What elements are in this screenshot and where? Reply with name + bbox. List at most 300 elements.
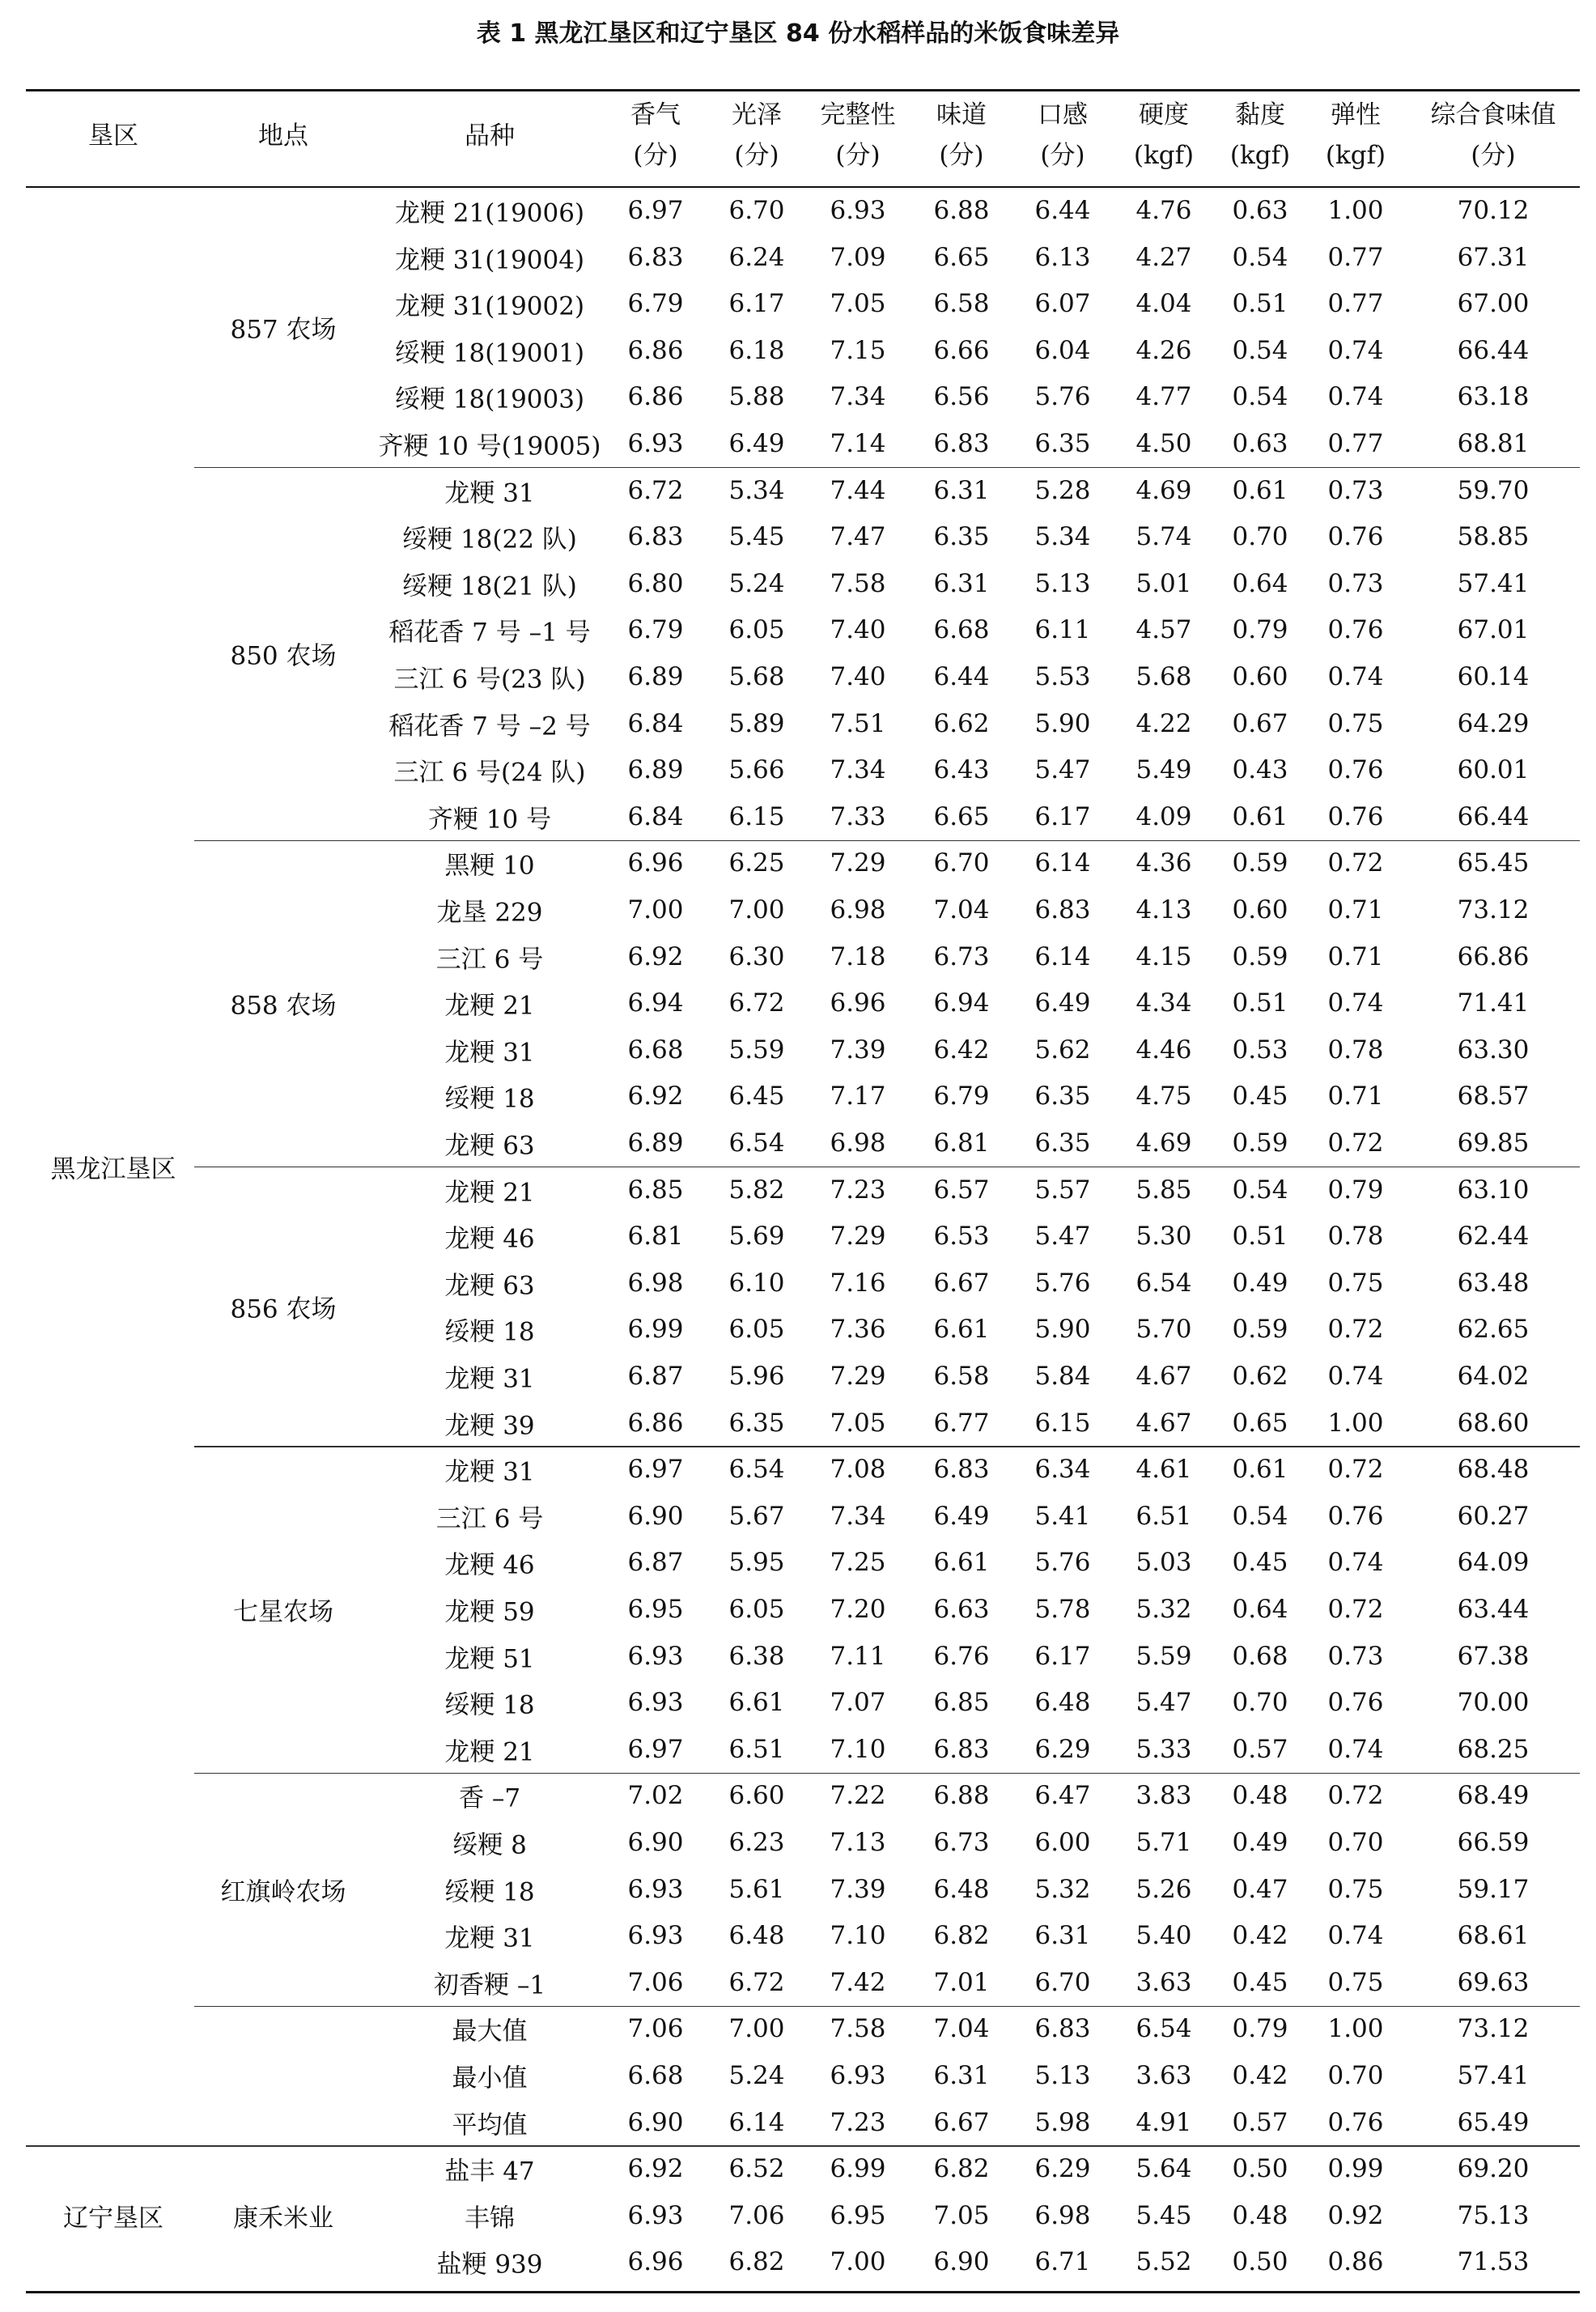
value-cell: 3.83 xyxy=(1135,1781,1192,1811)
value-cell: 4.13 xyxy=(1135,895,1192,924)
value-cell: 0.45 xyxy=(1232,1967,1288,1997)
column-header: 垦区 xyxy=(88,121,138,151)
location-label: 红旗岭农场 xyxy=(220,1877,346,1907)
value-cell: 6.44 xyxy=(933,662,990,691)
value-cell: 5.34 xyxy=(1034,522,1091,552)
value-cell: 6.48 xyxy=(1034,1688,1091,1718)
value-cell: 7.40 xyxy=(830,662,886,691)
value-cell: 0.54 xyxy=(1232,382,1288,412)
variety-cell: 龙粳 59 xyxy=(444,1597,535,1627)
value-cell: 6.93 xyxy=(830,2061,886,2090)
value-cell: 67.00 xyxy=(1457,289,1530,319)
value-cell: 5.24 xyxy=(728,2061,785,2090)
value-cell: 0.73 xyxy=(1327,568,1384,598)
value-cell: 5.41 xyxy=(1034,1501,1091,1531)
value-cell: 6.86 xyxy=(627,1408,684,1438)
value-cell: 6.23 xyxy=(728,1828,785,1857)
value-cell: 65.49 xyxy=(1457,2107,1530,2137)
value-cell: 5.82 xyxy=(728,1175,785,1205)
value-cell: 6.35 xyxy=(1034,1082,1091,1111)
column-header: 完整性 xyxy=(820,100,896,130)
value-cell: 0.70 xyxy=(1232,522,1288,552)
value-cell: 0.76 xyxy=(1327,615,1384,645)
variety-cell: 龙粳 31 xyxy=(444,1923,535,1953)
value-cell: 6.71 xyxy=(1034,2247,1091,2277)
value-cell: 0.60 xyxy=(1232,895,1288,924)
value-cell: 70.12 xyxy=(1457,196,1530,225)
value-cell: 6.98 xyxy=(627,1268,684,1298)
value-cell: 60.01 xyxy=(1457,755,1530,785)
value-cell: 0.74 xyxy=(1327,382,1384,412)
column-header-unit: (分) xyxy=(633,141,678,170)
value-cell: 6.58 xyxy=(933,289,990,319)
value-cell: 6.35 xyxy=(1034,1128,1091,1158)
value-cell: 6.65 xyxy=(933,801,990,831)
location-label: 七星农场 xyxy=(233,1597,333,1627)
value-cell: 6.87 xyxy=(627,1548,684,1578)
value-cell: 0.42 xyxy=(1232,1921,1288,1951)
value-cell: 6.86 xyxy=(627,335,684,365)
value-cell: 66.44 xyxy=(1457,335,1530,365)
value-cell: 0.59 xyxy=(1232,848,1288,878)
value-cell: 7.34 xyxy=(830,382,886,412)
value-cell: 62.65 xyxy=(1457,1315,1530,1345)
value-cell: 6.17 xyxy=(728,289,785,319)
column-header-unit: (kgf) xyxy=(1133,141,1195,170)
value-cell: 6.70 xyxy=(1034,1967,1091,1997)
column-header-unit: (分) xyxy=(1040,141,1085,170)
value-cell: 0.71 xyxy=(1327,895,1384,924)
value-cell: 7.34 xyxy=(830,1501,886,1531)
value-cell: 7.18 xyxy=(830,941,886,971)
value-cell: 4.22 xyxy=(1135,708,1192,738)
column-header-unit: (kgf) xyxy=(1229,141,1291,170)
variety-cell: 龙粳 31 xyxy=(444,1364,535,1394)
variety-cell: 绥粳 18 xyxy=(444,1690,535,1720)
variety-cell: 丰锦 xyxy=(465,2204,515,2233)
value-cell: 6.17 xyxy=(1034,1641,1091,1671)
variety-cell: 绥粳 18 xyxy=(444,1084,535,1114)
value-cell: 6.24 xyxy=(728,242,785,272)
value-cell: 5.96 xyxy=(728,1362,785,1391)
value-cell: 7.10 xyxy=(830,1734,886,1764)
value-cell: 0.51 xyxy=(1232,1222,1288,1252)
value-cell: 6.96 xyxy=(830,988,886,1018)
value-cell: 7.39 xyxy=(830,1874,886,1904)
value-cell: 73.12 xyxy=(1457,2014,1530,2044)
variety-cell: 龙粳 21 xyxy=(444,1178,535,1208)
value-cell: 6.42 xyxy=(933,1035,990,1065)
value-cell: 6.82 xyxy=(933,2154,990,2184)
value-cell: 6.18 xyxy=(728,335,785,365)
column-header: 硬度 xyxy=(1139,100,1189,130)
value-cell: 7.05 xyxy=(830,289,886,319)
value-cell: 7.51 xyxy=(830,708,886,738)
value-cell: 0.63 xyxy=(1232,196,1288,225)
value-cell: 6.68 xyxy=(933,615,990,645)
value-cell: 5.34 xyxy=(728,475,785,505)
value-cell: 5.52 xyxy=(1135,2247,1192,2277)
value-cell: 6.73 xyxy=(933,1828,990,1857)
group-separator xyxy=(194,840,1580,842)
value-cell: 0.64 xyxy=(1232,1595,1288,1624)
value-cell: 0.48 xyxy=(1232,1781,1288,1811)
value-cell: 0.77 xyxy=(1327,242,1384,272)
value-cell: 5.84 xyxy=(1034,1362,1091,1391)
value-cell: 6.90 xyxy=(627,1501,684,1531)
value-cell: 5.67 xyxy=(728,1501,785,1531)
value-cell: 5.47 xyxy=(1034,1222,1091,1252)
value-cell: 7.44 xyxy=(830,475,886,505)
value-cell: 6.97 xyxy=(627,1455,684,1485)
value-cell: 6.43 xyxy=(933,755,990,785)
variety-cell: 绥粳 18 xyxy=(444,1877,535,1907)
value-cell: 70.00 xyxy=(1457,1688,1530,1718)
value-cell: 6.93 xyxy=(830,196,886,225)
value-cell: 5.40 xyxy=(1135,1921,1192,1951)
value-cell: 6.67 xyxy=(933,1268,990,1298)
value-cell: 0.45 xyxy=(1232,1082,1288,1111)
value-cell: 6.60 xyxy=(728,1781,785,1811)
value-cell: 6.87 xyxy=(627,1362,684,1391)
value-cell: 59.17 xyxy=(1457,1874,1530,1904)
value-cell: 4.69 xyxy=(1135,475,1192,505)
value-cell: 6.99 xyxy=(627,1315,684,1345)
value-cell: 6.82 xyxy=(728,2247,785,2277)
value-cell: 6.34 xyxy=(1034,1455,1091,1485)
location-label: 856 农场 xyxy=(230,1294,337,1324)
value-cell: 6.82 xyxy=(933,1921,990,1951)
value-cell: 5.69 xyxy=(728,1222,785,1252)
value-cell: 59.70 xyxy=(1457,475,1530,505)
value-cell: 6.86 xyxy=(627,382,684,412)
value-cell: 7.33 xyxy=(830,801,886,831)
value-cell: 6.95 xyxy=(830,2200,886,2230)
value-cell: 5.85 xyxy=(1135,1175,1192,1205)
value-cell: 6.00 xyxy=(1034,1828,1091,1857)
value-cell: 69.63 xyxy=(1457,1967,1530,1997)
value-cell: 63.48 xyxy=(1457,1268,1530,1298)
column-header: 综合食味值 xyxy=(1430,100,1556,130)
value-cell: 7.00 xyxy=(728,2014,785,2044)
value-cell: 0.61 xyxy=(1232,1455,1288,1485)
value-cell: 63.30 xyxy=(1457,1035,1530,1065)
value-cell: 5.95 xyxy=(728,1548,785,1578)
value-cell: 7.23 xyxy=(830,1175,886,1205)
value-cell: 69.85 xyxy=(1457,1128,1530,1158)
value-cell: 57.41 xyxy=(1457,2061,1530,2090)
value-cell: 6.99 xyxy=(830,2154,886,2184)
value-cell: 69.20 xyxy=(1457,2154,1530,2184)
value-cell: 71.53 xyxy=(1457,2247,1530,2277)
value-cell: 0.74 xyxy=(1327,335,1384,365)
variety-cell: 稻花香 7 号 –2 号 xyxy=(388,712,591,742)
value-cell: 4.76 xyxy=(1135,196,1192,225)
value-cell: 0.72 xyxy=(1327,1595,1384,1624)
header-rule xyxy=(26,186,1580,188)
value-cell: 0.74 xyxy=(1327,1548,1384,1578)
variety-cell: 最小值 xyxy=(452,2063,528,2093)
value-cell: 6.57 xyxy=(933,1175,990,1205)
value-cell: 4.34 xyxy=(1135,988,1192,1018)
value-cell: 0.53 xyxy=(1232,1035,1288,1065)
value-cell: 6.79 xyxy=(933,1082,990,1111)
value-cell: 7.29 xyxy=(830,1222,886,1252)
value-cell: 0.61 xyxy=(1232,475,1288,505)
value-cell: 0.74 xyxy=(1327,988,1384,1018)
variety-cell: 黑粳 10 xyxy=(444,851,535,881)
value-cell: 7.00 xyxy=(627,895,684,924)
variety-cell: 龙粳 39 xyxy=(444,1411,535,1441)
location-label: 858 农场 xyxy=(230,991,337,1021)
value-cell: 7.36 xyxy=(830,1315,886,1345)
value-cell: 0.57 xyxy=(1232,2107,1288,2137)
value-cell: 7.08 xyxy=(830,1455,886,1485)
value-cell: 6.29 xyxy=(1034,1734,1091,1764)
value-cell: 6.25 xyxy=(728,848,785,878)
value-cell: 7.04 xyxy=(933,2014,990,2044)
variety-cell: 龙粳 21 xyxy=(444,991,535,1021)
value-cell: 57.41 xyxy=(1457,568,1530,598)
value-cell: 0.76 xyxy=(1327,755,1384,785)
value-cell: 5.57 xyxy=(1034,1175,1091,1205)
column-header: 品种 xyxy=(465,121,515,151)
value-cell: 6.72 xyxy=(627,475,684,505)
variety-cell: 龙粳 46 xyxy=(444,1224,535,1254)
value-cell: 66.86 xyxy=(1457,941,1530,971)
value-cell: 5.03 xyxy=(1135,1548,1192,1578)
value-cell: 60.27 xyxy=(1457,1501,1530,1531)
value-cell: 6.92 xyxy=(627,1082,684,1111)
value-cell: 0.50 xyxy=(1232,2154,1288,2184)
value-cell: 0.51 xyxy=(1232,289,1288,319)
value-cell: 0.75 xyxy=(1327,1268,1384,1298)
value-cell: 7.02 xyxy=(627,1781,684,1811)
value-cell: 6.54 xyxy=(728,1455,785,1485)
group-separator xyxy=(194,1167,1580,1168)
value-cell: 0.74 xyxy=(1327,1362,1384,1391)
value-cell: 68.60 xyxy=(1457,1408,1530,1438)
value-cell: 5.45 xyxy=(728,522,785,552)
value-cell: 75.13 xyxy=(1457,2200,1530,2230)
value-cell: 6.68 xyxy=(627,1035,684,1065)
value-cell: 0.71 xyxy=(1327,941,1384,971)
value-cell: 0.77 xyxy=(1327,289,1384,319)
value-cell: 6.94 xyxy=(627,988,684,1018)
value-cell: 6.68 xyxy=(627,2061,684,2090)
value-cell: 0.79 xyxy=(1232,615,1288,645)
value-cell: 6.89 xyxy=(627,755,684,785)
value-cell: 0.62 xyxy=(1232,1362,1288,1391)
value-cell: 5.13 xyxy=(1034,2061,1091,2090)
value-cell: 6.31 xyxy=(1034,1921,1091,1951)
value-cell: 6.94 xyxy=(933,988,990,1018)
location-label: 康禾米业 xyxy=(233,2204,333,2233)
value-cell: 6.96 xyxy=(627,848,684,878)
value-cell: 6.61 xyxy=(933,1548,990,1578)
value-cell: 7.06 xyxy=(728,2200,785,2230)
value-cell: 5.32 xyxy=(1034,1874,1091,1904)
table-title: 表 1 黑龙江垦区和辽宁垦区 84 份水稻样品的米饭食味差异 xyxy=(476,19,1120,48)
value-cell: 0.54 xyxy=(1232,335,1288,365)
value-cell: 5.74 xyxy=(1135,522,1192,552)
variety-cell: 龙粳 31(19002) xyxy=(394,291,585,321)
value-cell: 0.50 xyxy=(1232,2247,1288,2277)
value-cell: 7.17 xyxy=(830,1082,886,1111)
value-cell: 5.76 xyxy=(1034,1268,1091,1298)
variety-cell: 龙垦 229 xyxy=(436,898,543,928)
value-cell: 73.12 xyxy=(1457,895,1530,924)
value-cell: 3.63 xyxy=(1135,1967,1192,1997)
value-cell: 7.06 xyxy=(627,1967,684,1997)
value-cell: 0.59 xyxy=(1232,941,1288,971)
column-header: 地点 xyxy=(258,121,308,151)
value-cell: 0.51 xyxy=(1232,988,1288,1018)
value-cell: 6.29 xyxy=(1034,2154,1091,2184)
column-header-unit: (kgf) xyxy=(1325,141,1386,170)
variety-cell: 盐粳 939 xyxy=(436,2250,543,2280)
value-cell: 71.41 xyxy=(1457,988,1530,1018)
value-cell: 5.59 xyxy=(728,1035,785,1065)
value-cell: 0.64 xyxy=(1232,568,1288,598)
value-cell: 4.15 xyxy=(1135,941,1192,971)
value-cell: 0.76 xyxy=(1327,1688,1384,1718)
value-cell: 7.00 xyxy=(830,2247,886,2277)
value-cell: 0.74 xyxy=(1327,1734,1384,1764)
value-cell: 7.42 xyxy=(830,1967,886,1997)
variety-cell: 龙粳 63 xyxy=(444,1271,535,1301)
region-label: 黑龙江垦区 xyxy=(50,1154,176,1184)
value-cell: 6.83 xyxy=(627,242,684,272)
value-cell: 6.92 xyxy=(627,2154,684,2184)
variety-cell: 最大值 xyxy=(452,2017,528,2046)
value-cell: 6.47 xyxy=(1034,1781,1091,1811)
value-cell: 62.44 xyxy=(1457,1222,1530,1252)
value-cell: 4.75 xyxy=(1135,1082,1192,1111)
value-cell: 6.98 xyxy=(1034,2200,1091,2230)
column-header: 口感 xyxy=(1038,100,1088,130)
value-cell: 6.54 xyxy=(1135,2014,1192,2044)
value-cell: 6.51 xyxy=(1135,1501,1192,1531)
value-cell: 5.64 xyxy=(1135,2154,1192,2184)
value-cell: 5.24 xyxy=(728,568,785,598)
value-cell: 4.69 xyxy=(1135,1128,1192,1158)
value-cell: 7.58 xyxy=(830,2014,886,2044)
value-cell: 5.98 xyxy=(1034,2107,1091,2137)
column-header: 香气 xyxy=(630,100,681,130)
variety-cell: 龙粳 31(19004) xyxy=(394,245,585,275)
variety-cell: 齐粳 10 号(19005) xyxy=(378,431,601,461)
value-cell: 0.57 xyxy=(1232,1734,1288,1764)
region-label: 辽宁垦区 xyxy=(63,2204,163,2233)
value-cell: 68.49 xyxy=(1457,1781,1530,1811)
value-cell: 6.96 xyxy=(627,2247,684,2277)
value-cell: 6.93 xyxy=(627,2200,684,2230)
value-cell: 0.49 xyxy=(1232,1828,1288,1857)
value-cell: 5.49 xyxy=(1135,755,1192,785)
value-cell: 6.66 xyxy=(933,335,990,365)
value-cell: 4.67 xyxy=(1135,1362,1192,1391)
value-cell: 0.86 xyxy=(1327,2247,1384,2277)
value-cell: 5.59 xyxy=(1135,1641,1192,1671)
variety-cell: 龙粳 51 xyxy=(444,1644,535,1674)
value-cell: 0.68 xyxy=(1232,1641,1288,1671)
value-cell: 6.44 xyxy=(1034,196,1091,225)
value-cell: 6.72 xyxy=(728,988,785,1018)
value-cell: 7.09 xyxy=(830,242,886,272)
value-cell: 67.31 xyxy=(1457,242,1530,272)
value-cell: 4.91 xyxy=(1135,2107,1192,2137)
value-cell: 5.13 xyxy=(1034,568,1091,598)
value-cell: 7.11 xyxy=(830,1641,886,1671)
value-cell: 6.15 xyxy=(1034,1408,1091,1438)
value-cell: 6.83 xyxy=(1034,2014,1091,2044)
value-cell: 5.78 xyxy=(1034,1595,1091,1624)
value-cell: 0.54 xyxy=(1232,1501,1288,1531)
value-cell: 7.01 xyxy=(933,1967,990,1997)
value-cell: 6.54 xyxy=(1135,1268,1192,1298)
group-separator xyxy=(194,467,1580,469)
value-cell: 6.83 xyxy=(1034,895,1091,924)
value-cell: 6.31 xyxy=(933,568,990,598)
variety-cell: 龙粳 31 xyxy=(444,1457,535,1487)
value-cell: 5.61 xyxy=(728,1874,785,1904)
value-cell: 6.15 xyxy=(728,801,785,831)
value-cell: 7.10 xyxy=(830,1921,886,1951)
value-cell: 0.54 xyxy=(1232,242,1288,272)
value-cell: 7.22 xyxy=(830,1781,886,1811)
value-cell: 4.50 xyxy=(1135,429,1192,458)
column-header-unit: (分) xyxy=(1471,141,1516,170)
value-cell: 6.11 xyxy=(1034,615,1091,645)
value-cell: 6.90 xyxy=(933,2247,990,2277)
value-cell: 6.07 xyxy=(1034,289,1091,319)
value-cell: 0.71 xyxy=(1327,1082,1384,1111)
value-cell: 6.49 xyxy=(933,1501,990,1531)
value-cell: 0.65 xyxy=(1232,1408,1288,1438)
value-cell: 68.25 xyxy=(1457,1734,1530,1764)
value-cell: 0.54 xyxy=(1232,1175,1288,1205)
value-cell: 6.98 xyxy=(830,895,886,924)
column-header: 黏度 xyxy=(1235,100,1285,130)
variety-cell: 绥粳 18(21 队) xyxy=(402,572,577,601)
value-cell: 6.31 xyxy=(933,475,990,505)
value-cell: 68.48 xyxy=(1457,1455,1530,1485)
value-cell: 0.59 xyxy=(1232,1128,1288,1158)
value-cell: 6.79 xyxy=(627,615,684,645)
value-cell: 5.70 xyxy=(1135,1315,1192,1345)
value-cell: 3.63 xyxy=(1135,2061,1192,2090)
value-cell: 6.83 xyxy=(627,522,684,552)
value-cell: 6.77 xyxy=(933,1408,990,1438)
location-label: 857 农场 xyxy=(230,315,337,345)
variety-cell: 绥粳 18(19001) xyxy=(394,338,585,368)
value-cell: 7.04 xyxy=(933,895,990,924)
value-cell: 6.53 xyxy=(933,1222,990,1252)
value-cell: 7.34 xyxy=(830,755,886,785)
value-cell: 6.35 xyxy=(728,1408,785,1438)
value-cell: 6.04 xyxy=(1034,335,1091,365)
value-cell: 58.85 xyxy=(1457,522,1530,552)
value-cell: 0.67 xyxy=(1232,708,1288,738)
value-cell: 1.00 xyxy=(1327,196,1384,225)
variety-cell: 稻花香 7 号 –1 号 xyxy=(388,618,591,648)
value-cell: 65.45 xyxy=(1457,848,1530,878)
value-cell: 0.73 xyxy=(1327,475,1384,505)
value-cell: 1.00 xyxy=(1327,1408,1384,1438)
value-cell: 0.70 xyxy=(1327,2061,1384,2090)
value-cell: 4.57 xyxy=(1135,615,1192,645)
